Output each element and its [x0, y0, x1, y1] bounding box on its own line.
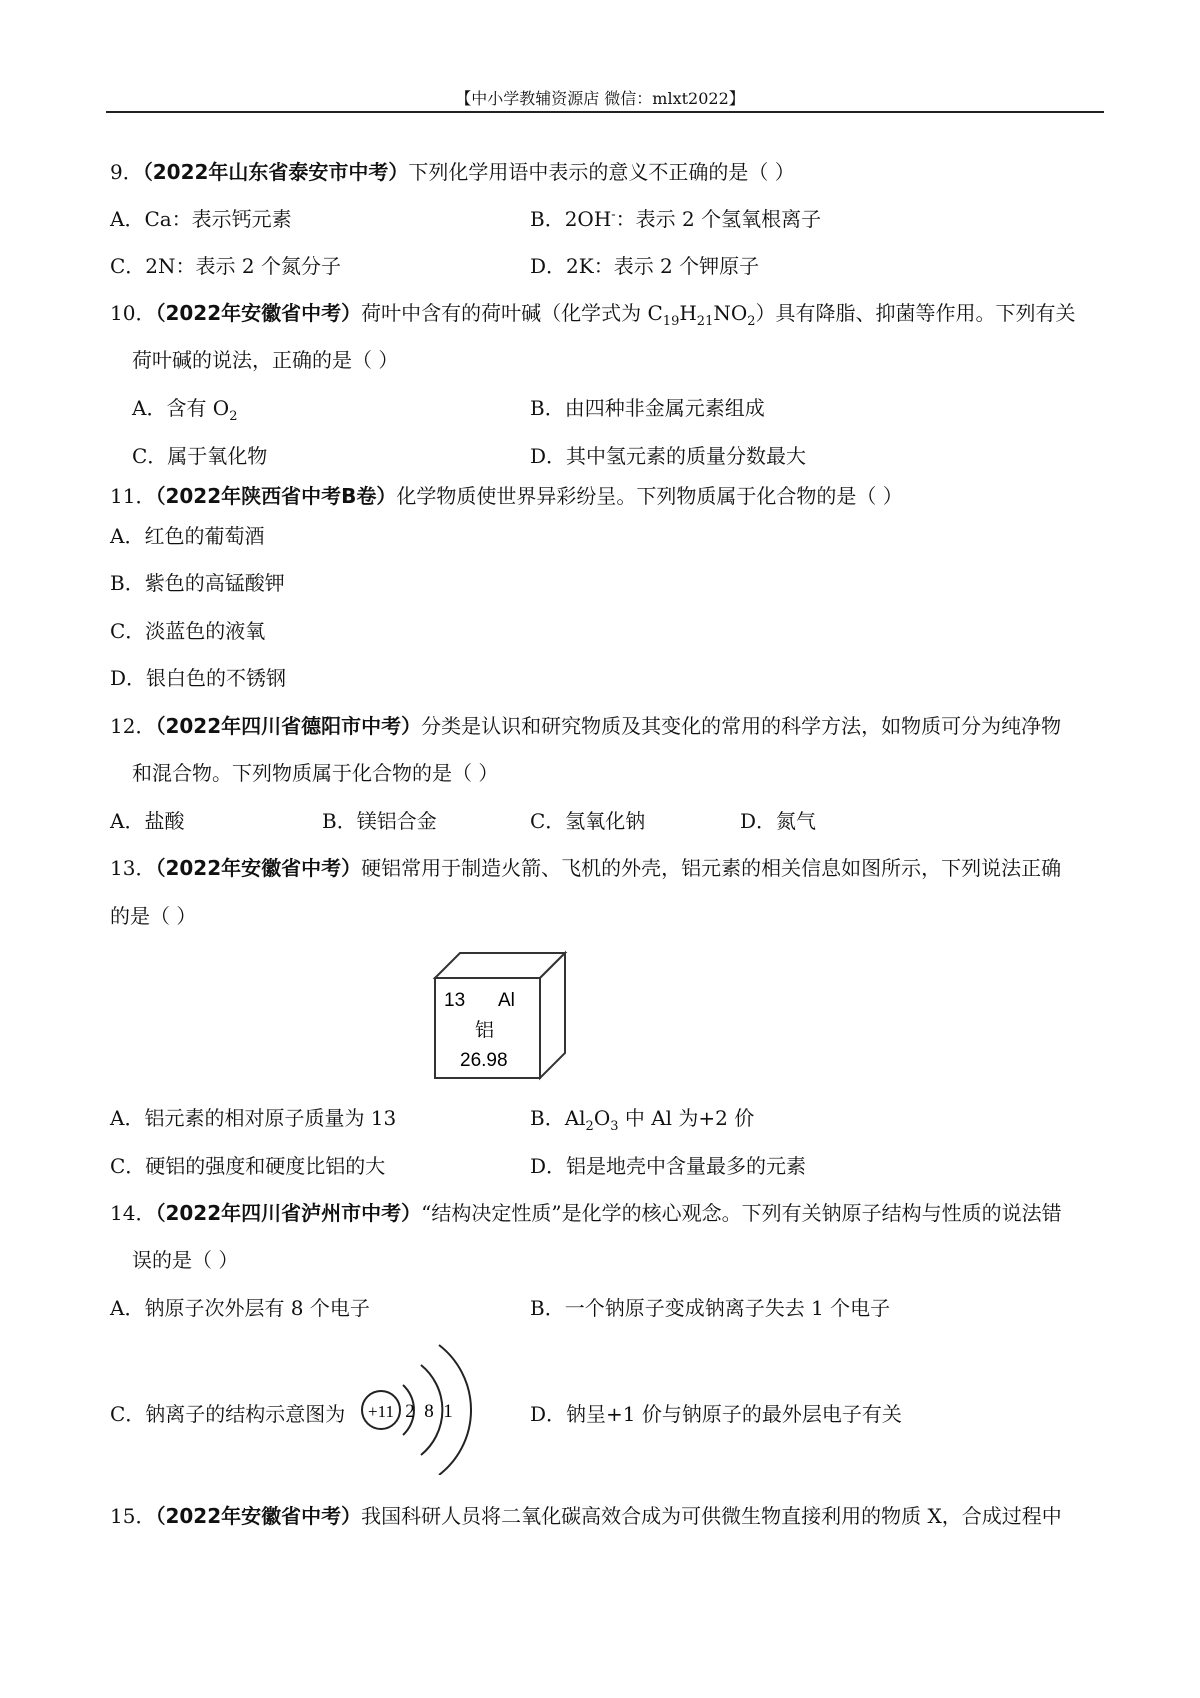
- question-13-option-c: C．硬铝的强度和硬度比铝的大: [110, 1154, 386, 1178]
- question-14-option-b: B．一个钠原子变成钠离子失去 1 个电子: [530, 1296, 891, 1320]
- question-10-option-b: B．由四种非金属元素组成: [530, 396, 765, 420]
- sodium-structure-diagram: [355, 1335, 475, 1475]
- question-11-option-d: D．银白色的不锈钢: [110, 666, 287, 690]
- question-9-option-b: B．2OH-：表示 2 个氢氧根离子: [530, 207, 822, 231]
- question-text: 下列化学用语中表示的意义不正确的是（ ）: [408, 160, 795, 184]
- question-14-option-c: C．钠离子的结构示意图为: [110, 1402, 346, 1426]
- question-number: 9．: [110, 160, 143, 184]
- question-12-option-d: D．氮气: [740, 809, 817, 833]
- question-9-stem: [110, 156, 795, 185]
- question-number: 11．: [110, 484, 156, 508]
- page-header: 【中小学教辅资源店 微信：mlxt2022】: [455, 89, 745, 108]
- question-10-option-a: A．含有 $O_2$: [132, 396, 238, 424]
- element-atomic-number: 13: [444, 990, 466, 1011]
- shell-electrons-3: 1: [443, 1401, 453, 1422]
- question-12-stem: 12．（2022年四川省德阳市中考）分类是认识和研究物质及其变化的常用的科学方法，如物质可分为纯净物: [110, 714, 1062, 738]
- question-source: （2022年山东省泰安市中考）: [142, 160, 409, 184]
- question-9-option-a: A．Ca：表示钙元素: [110, 207, 292, 231]
- question-14-option-d: D．钠呈+1 价与钠原子的最外层电子有关: [530, 1402, 902, 1426]
- question-number: 10．: [110, 301, 156, 325]
- question-11-option-c: C．淡蓝色的液氧: [110, 619, 266, 643]
- question-source: （2022年安徽省中考）: [155, 856, 362, 880]
- element-name: 铝: [475, 1019, 495, 1041]
- element-symbol: Al: [498, 990, 515, 1011]
- shell-electrons-1: 2: [405, 1401, 415, 1422]
- question-12-option-a: A．盐酸: [110, 809, 185, 833]
- question-10-option-c: C．属于氧化物: [132, 444, 268, 468]
- question-number: 13．: [110, 856, 156, 880]
- question-9-option-d: D．2K：表示 2 个钾原子: [530, 254, 760, 278]
- question-13-option-a: A．铝元素的相对原子质量为 13: [110, 1106, 397, 1130]
- question-source: （2022年陕西省中考B卷）: [155, 484, 397, 508]
- element-card-aluminum: [430, 948, 570, 1083]
- question-14-stem: 14．（2022年四川省泸州市中考）“结构决定性质”是化学的核心观念。下列有关钠原子结构与性质的说法错: [110, 1201, 1062, 1225]
- question-10-stem-line2: 荷叶碱的说法，正确的是（ ）: [132, 348, 399, 372]
- shell-electrons-2: 8: [424, 1401, 434, 1422]
- header-divider: [106, 111, 1104, 113]
- question-12-option-c: C．氢氧化钠: [530, 809, 646, 833]
- question-source: （2022年四川省德阳市中考）: [155, 714, 422, 738]
- nucleus-charge: +11: [368, 1402, 394, 1421]
- question-9-option-c: C．2N：表示 2 个氮分子: [110, 254, 341, 278]
- question-number: 12．: [110, 714, 156, 738]
- question-13-option-d: D．铝是地壳中含量最多的元素: [530, 1154, 807, 1178]
- question-number: 15．: [110, 1504, 156, 1528]
- question-source: （2022年安徽省中考）: [155, 301, 362, 325]
- question-number: 14．: [110, 1201, 156, 1225]
- question-11-option-b: B．紫色的高锰酸钾: [110, 571, 285, 595]
- question-source: （2022年安徽省中考）: [155, 1504, 362, 1528]
- question-10-option-d: D．其中氢元素的质量分数最大: [530, 444, 807, 468]
- question-15-stem: 15．（2022年安徽省中考）我国科研人员将二氧化碳高效合成为可供微生物直接利用的物质 X，合成过程中: [110, 1504, 1062, 1528]
- question-13-stem-line2: 的是（ ）: [110, 904, 197, 928]
- question-12-stem-line2: 和混合物。下列物质属于化合物的是（ ）: [132, 761, 499, 785]
- question-14-stem-line2: 误的是（ ）: [132, 1248, 239, 1272]
- question-13-option-b: B．$Al_2O_3$ 中 Al 为+2 价: [530, 1106, 755, 1134]
- question-13-stem: 13．（2022年安徽省中考）硬铝常用于制造火箭、飞机的外壳，铝元素的相关信息如图所示，下列说法正确: [110, 856, 1062, 880]
- question-10-stem: 10．（2022年安徽省中考）荷叶中含有的荷叶碱（化学式为 $C_{19}H_{21}NO_2$）具有降脂、抑菌等作用。下列有关: [110, 301, 1076, 329]
- question-11-stem: 11．（2022年陕西省中考B卷）化学物质使世界异彩纷呈。下列物质属于化合物的是（ ）: [110, 484, 903, 508]
- element-atomic-mass: 26.98: [460, 1050, 508, 1071]
- question-11-option-a: A．红色的葡萄酒: [110, 524, 265, 548]
- question-14-option-a: A．钠原子次外层有 8 个电子: [110, 1296, 370, 1320]
- question-12-option-b: B．镁铝合金: [322, 809, 437, 833]
- question-source: （2022年四川省泸州市中考）: [155, 1201, 422, 1225]
